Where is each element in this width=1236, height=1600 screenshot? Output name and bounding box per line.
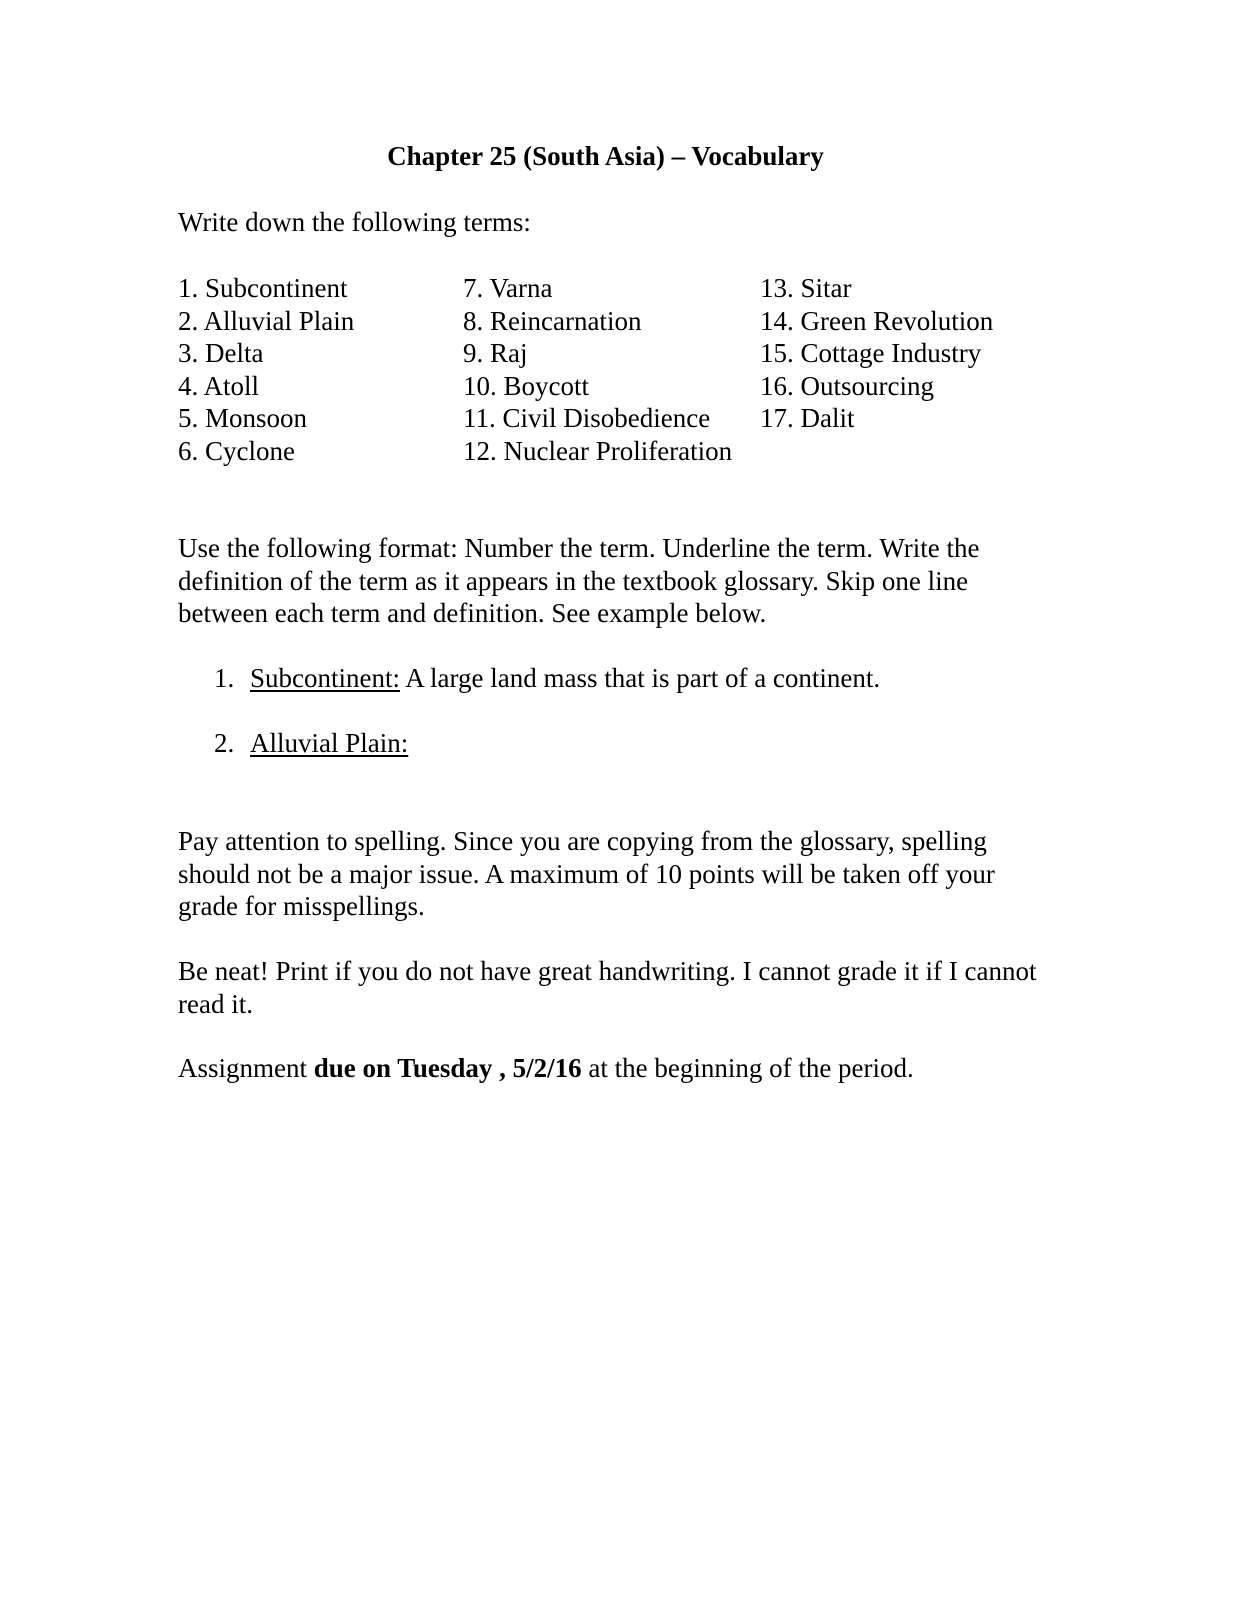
format-instructions: Use the following format: Number the term. Underline the term. Write the definition of the term as it appears in the textbook glossary. Skip one line between each term and definition. See example below. xyxy=(178,533,980,628)
term-item: 4. Atoll xyxy=(178,370,260,401)
term-item: 14. Green Revolution xyxy=(760,305,994,336)
term-item: 17. Dalit xyxy=(760,403,855,433)
term-item: 1. Subcontinent xyxy=(178,273,348,303)
term-item: 3. Delta xyxy=(178,338,264,368)
terms-list xyxy=(178,272,1078,472)
term-item: 8. Reincarnation xyxy=(463,305,642,336)
neatness-note: Be neat! Print if you do not have great handwriting. I cannot grade it if I cannot read it. xyxy=(178,956,1037,1019)
term-item: 5. Monsoon xyxy=(178,403,308,433)
term-item: 9. Raj xyxy=(463,338,528,368)
example-term: Alluvial Plain: xyxy=(250,728,409,758)
term-item: 2. Alluvial Plain xyxy=(178,305,355,336)
example-entry-2 xyxy=(214,727,408,760)
term-item: 12. Nuclear Proliferation xyxy=(463,435,733,466)
example-number: 1. xyxy=(214,663,235,693)
intro-text: Write down the following terms: xyxy=(178,207,531,237)
example-entry-1 xyxy=(214,662,880,695)
spelling-note: Pay attention to spelling. Since you are copying from the glossary, spelling should not be a major issue. A maximum of 10 points will be taken off your grade for misspellings. xyxy=(178,826,995,921)
document-title: Chapter 25 (South Asia) – Vocabulary xyxy=(387,141,824,171)
due-suffix: at the beginning of the period. xyxy=(581,1053,914,1083)
term-item: 13. Sitar xyxy=(760,273,852,303)
due-date-note xyxy=(178,1052,914,1085)
example-number: 2. xyxy=(214,728,235,758)
term-item: 10. Boycott xyxy=(463,370,589,401)
term-item: 16. Outsourcing xyxy=(760,370,934,401)
example-definition: A large land mass that is part of a continent. xyxy=(400,663,881,693)
terms-column-2 xyxy=(463,272,732,467)
term-item: 11. Civil Disobedience xyxy=(463,403,711,433)
term-item: 6. Cyclone xyxy=(178,435,295,466)
term-item: 15. Cottage Industry xyxy=(760,338,982,368)
terms-column-1 xyxy=(178,272,354,467)
term-item: 7. Varna xyxy=(463,273,553,303)
terms-column-3 xyxy=(760,272,993,435)
example-term: Subcontinent: xyxy=(250,663,400,693)
due-prefix: Assignment xyxy=(178,1053,314,1083)
due-date: due on Tuesday , 5/2/16 xyxy=(313,1053,582,1083)
